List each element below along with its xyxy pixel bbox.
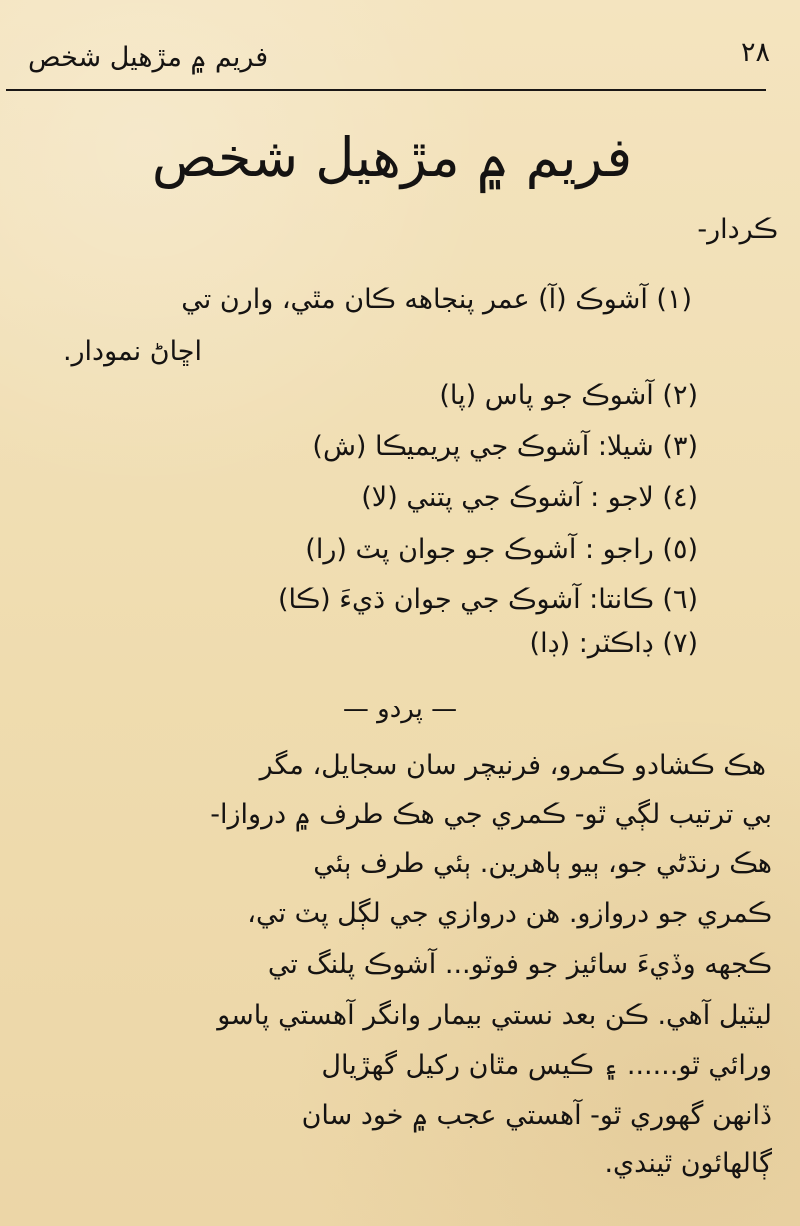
character-line: (٢) آشوڪ جو پاس (پا): [439, 380, 698, 411]
paragraph-line: ورائي ٿو...... ۽ ڪيس مٿان رکيل گهڙيال: [321, 1050, 772, 1081]
character-line: (٥) راجو : آشوڪ جو جوان پٽ (را): [305, 534, 698, 565]
character-line: (٧) ڊاڪٽر: (ڊا): [529, 628, 698, 659]
paragraph-line: ڏانهن گهوري ٿو- آهستي عجب ۾ خود سان: [301, 1100, 772, 1131]
character-line: (٤) لاجو : آشوڪ جي پتني (لا): [361, 482, 698, 513]
paragraph-line: هڪ رنڌڻي جو، ٻيو ٻاهرين. ٻئي طرف ٻئي: [313, 848, 772, 879]
section-divider: — پردو —: [342, 694, 458, 724]
characters-heading: ڪردار-: [697, 214, 778, 245]
page-number: ٢٨: [740, 37, 770, 68]
header-divider: [6, 89, 766, 91]
paragraph-line: ڪجهه وڏيءَ سائيز جو فوٽو... آشوڪ پلنگ تي: [267, 949, 772, 980]
paragraph-line: بي ترتيب لڳي ٿو- ڪمري جي هڪ طرف ۾ دروازا-: [210, 799, 772, 830]
chapter-title: فريم ۾ مڙهيل شخص: [151, 126, 633, 189]
character-line: اڇاڻ نمودار.: [62, 336, 202, 367]
character-line: (٣) شيلا: آشوڪ جي پريميڪا (ش): [312, 431, 698, 462]
paragraph-line: ڳالهائون ٿيندي.: [604, 1148, 772, 1179]
character-line: (٦) ڪانتا: آشوڪ جي جوان ڌيءَ (ڪا): [277, 584, 698, 615]
paragraph-line: ليٽيل آهي. ڪن بعد نستي بيمار وانگر آهستي پاسو: [217, 1000, 772, 1031]
paragraph-line: ڪمري جو دروازو. هن دروازي جي لڳل پٽ تي،: [247, 898, 772, 929]
paragraph-line: هڪ ڪشادو ڪمرو، فرنيچر سان سجايل، مگر: [259, 750, 766, 781]
running-title: فريم ۾ مڙهيل شخص: [28, 42, 269, 73]
character-line: (١) آشوڪ (آ) عمر پنجاهه ڪان مٿي، وارن تي: [181, 284, 692, 315]
